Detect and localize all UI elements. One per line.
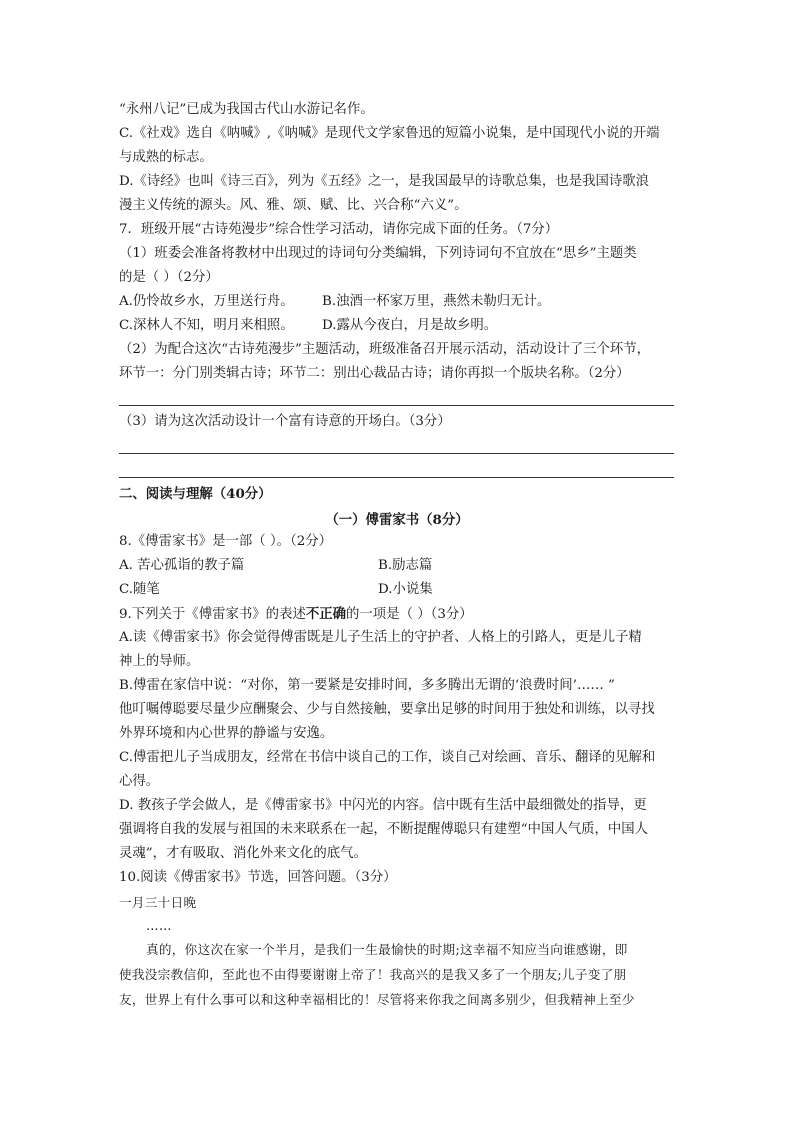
question-9-text: 的一项是（ ）（3分）: [346, 607, 473, 622]
text-line: “永州八记”已成为我国古代山水游记名作。: [119, 102, 374, 117]
question-10: 10.阅读《傅雷家书》节选，回答问题。（3分）: [119, 870, 397, 885]
question-8: 8.《傅雷家书》是一部（ ）。（2分）: [119, 534, 333, 549]
answer-line: [119, 405, 674, 406]
text-line: 的是（ ）（2分）: [119, 270, 219, 285]
text-line: 强调将自我的发展与祖国的未来联系在一起，不断提醒傅聪只有建塑“中国人气质，中国人: [119, 822, 649, 837]
option-d: D.露从今夜白，月是故乡明。: [322, 318, 498, 333]
option-d-line: D.《诗经》也叫《诗三百》，列为《五经》之一，是我国最早的诗歌总集，也是我国诗歌浪: [119, 174, 650, 189]
passage-line: 友，世界上有什么事可以和这种幸福相比的！尽管将来你我之间离多别少，但我精神上至少: [119, 992, 635, 1007]
text-line: 他叮嘱傅聪要尽量少应酬聚会、少与自然接触，要拿出足够的时间用于独处和训练，以寻找: [119, 702, 655, 717]
option-a: A.读《傅雷家书》你会觉得傅雷既是儿子生活上的守护者、人格上的引路人，更是儿子精: [119, 630, 642, 645]
option-c: C.随笔: [119, 582, 160, 597]
text-line: 神上的导师。: [119, 654, 200, 669]
option-a: A. 苦心孤诣的教子篇: [119, 558, 245, 573]
question-7-part-3: （3）请为这次活动设计一个富有诗意的开场白。（3分）: [119, 414, 451, 429]
question-7: 7．班级开展“古诗苑漫步”综合性学习活动，请你完成下面的任务。（7分）: [119, 222, 559, 237]
option-b: B.傅雷在家信中说：“对你，第一要紧是安排时间，多多腾出无谓的‘浪费时间’…… ”: [119, 678, 615, 693]
passage-line: 使我没宗教信仰，至此也不由得要谢谢上帝了！我高兴的是我又多了一个朋友;儿子变了朋: [119, 967, 627, 982]
question-7-part-2: （2）为配合这次“古诗苑漫步”主题活动，班级准备召开展示活动，活动设计了三个环节，: [119, 342, 651, 357]
option-c: C.傅雷把儿子当成朋友，经常在书信中谈自己的工作，谈自己对绘画、音乐、翻译的见解和: [119, 750, 656, 765]
option-d: D.小说集: [378, 582, 433, 597]
text-line: 心得。: [119, 774, 160, 789]
option-c: C.深林人不知，明月来相照。: [119, 318, 294, 333]
passage-line: 真的，你这次在家一个半月，是我们一生最愉快的时期;这幸福不知应当向谁感谢，即: [146, 942, 628, 957]
section-heading: 二、阅读与理解（40分）: [119, 486, 272, 502]
ellipsis: ……: [146, 918, 172, 933]
option-a: A.仍怜故乡水，万里送行舟。: [119, 294, 294, 309]
letter-date: 一月三十日晚: [119, 895, 197, 910]
text-line: 环节一：分门别类辑古诗；环节二：别出心裁品古诗；请你再拟一个版块名称。（2分）: [119, 366, 630, 381]
text-line: 漫主义传统的源头。风、雅、颂、赋、比、兴合称“六义”。: [119, 198, 468, 213]
text-line: 灵魂”，才有吸取、消化外来文化的底气。: [119, 846, 367, 861]
text-line: 外界环境和内心世界的静谧与安逸。: [119, 726, 334, 741]
emphasis-text: 不正确: [305, 606, 347, 622]
option-b: B.浊酒一杯家万里，燕然未勒归无计。: [322, 294, 551, 309]
question-7-part-1: （1）班委会准备将教材中出现过的诗词句分类编辑，下列诗词句不宜放在“思乡”主题类: [119, 246, 637, 261]
option-d: D. 教孩子学会做人，是《傅雷家书》中闪光的内容。信中既有生活中最细微处的指导，更: [119, 798, 647, 813]
option-b: B.励志篇: [378, 558, 433, 573]
option-c-line: C.《社戏》选自《呐喊》,《呐喊》是现代文学家鲁迅的短篇小说集，是中国现代小说的开端: [119, 126, 660, 141]
subsection-heading: （一）傅雷家书（8分）: [325, 512, 469, 528]
question-9-text: 9.下列关于《傅雷家书》的表述: [119, 607, 306, 622]
text-line: 与成熟的标志。: [119, 150, 213, 165]
question-9: [119, 605, 473, 624]
answer-line: [119, 477, 674, 478]
answer-line: [119, 453, 674, 454]
